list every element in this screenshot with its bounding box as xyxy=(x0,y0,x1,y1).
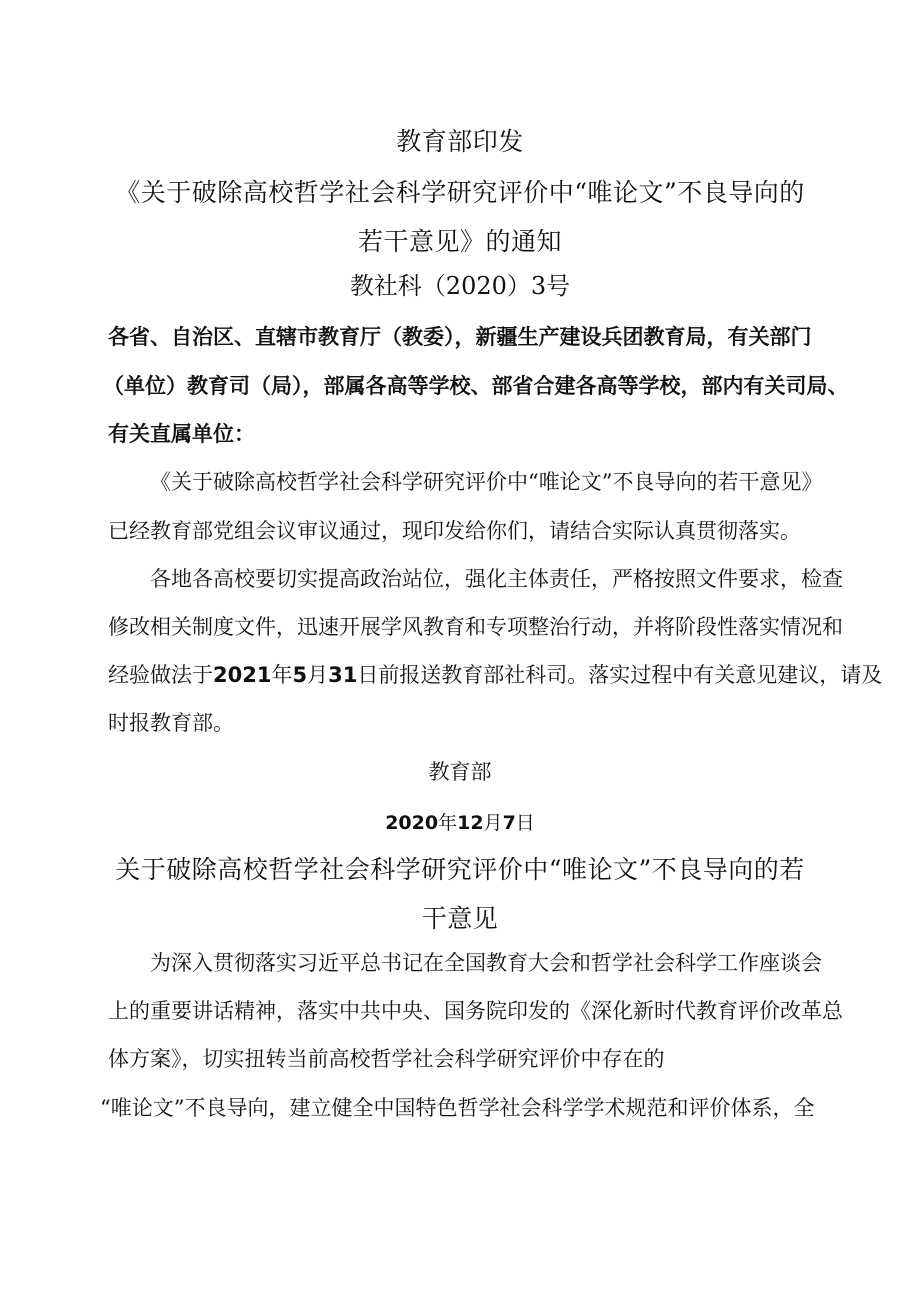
paragraph-2-line-4: 时报教育部。 xyxy=(108,711,234,735)
date-day: 7 xyxy=(502,812,516,834)
opinions-paragraph-line-3: 体方案》，切实扭转当前高校哲学社会科学研究评价中存在的 xyxy=(108,1047,665,1071)
paragraph-1-line-1: 《关于破除高校哲学社会科学研究评价中“唯论文”不良导向的若干意见》 xyxy=(150,470,823,494)
date-year-unit: 年 xyxy=(438,812,458,834)
date-year: 2020 xyxy=(385,812,439,834)
paragraph-1-line-2: 已经教育部党组会议审议通过，现印发给你们，请结合实际认真贯彻落实。 xyxy=(108,519,801,543)
opinions-paragraph-line-1: 为深入贯彻落实习近平总书记在全国教育大会和哲学社会科学工作座谈会 xyxy=(150,951,822,975)
opinions-paragraph-line-4: “唯论文”不良导向，建立健全中国特色哲学社会科学学术规范和评价体系，全 xyxy=(100,1096,815,1120)
opinions-paragraph-line-2: 上的重要讲话精神，落实中共中央、国务院印发的《深化新时代教育评价改革总 xyxy=(108,999,843,1023)
paragraph-2-line-3 xyxy=(108,665,882,686)
opinions-title-line-2: 干意见 xyxy=(421,904,499,933)
deadline-day: 31 xyxy=(328,663,358,687)
date-month-unit: 月 xyxy=(483,812,503,834)
deadline-month-unit: 月 xyxy=(307,663,329,687)
deadline-year: 2021 xyxy=(213,663,272,687)
notice-title-line-1: 教育部印发 xyxy=(396,127,524,156)
deadline-year-unit: 年 xyxy=(271,663,293,687)
signature-organization: 教育部 xyxy=(428,760,492,784)
paragraph-2-line-2: 修改相关制度文件，迅速开展学风教育和专项整治行动，并将阶段性落实情况和 xyxy=(108,615,843,639)
opinions-title-line-1: 关于破除高校哲学社会科学研究评价中“唯论文”不良导向的若 xyxy=(115,855,805,884)
paragraph-2-line-3-after: 日前报送教育部社科司。落实过程中有关意见建议，请及 xyxy=(357,663,883,687)
date-month: 12 xyxy=(457,812,484,834)
paragraph-2-line-3-before: 经验做法于 xyxy=(108,663,213,687)
document-number: 教社科（2020）3号 xyxy=(349,272,571,300)
notice-title-line-3: 若干意见》的通知 xyxy=(357,227,562,256)
notice-title-line-2: 《关于破除高校哲学社会科学研究评价中“唯论文”不良导向的 xyxy=(115,178,805,207)
addressee-line-2: （单位）教育司（局），部属各高等学校、部省合建各高等学校，部内有关司局、 xyxy=(103,374,849,398)
signature-date xyxy=(0,814,920,833)
addressee-line-3: 有关直属单位： xyxy=(108,422,255,446)
deadline-month: 5 xyxy=(292,663,308,687)
date-day-unit: 日 xyxy=(515,812,535,834)
paragraph-2-line-1: 各地各高校要切实提高政治站位，强化主体责任，严格按照文件要求，检查 xyxy=(150,567,843,591)
addressee-line-1: 各省、自治区、直辖市教育厅（教委），新疆生产建设兵团教育局，有关部门 xyxy=(108,325,812,349)
